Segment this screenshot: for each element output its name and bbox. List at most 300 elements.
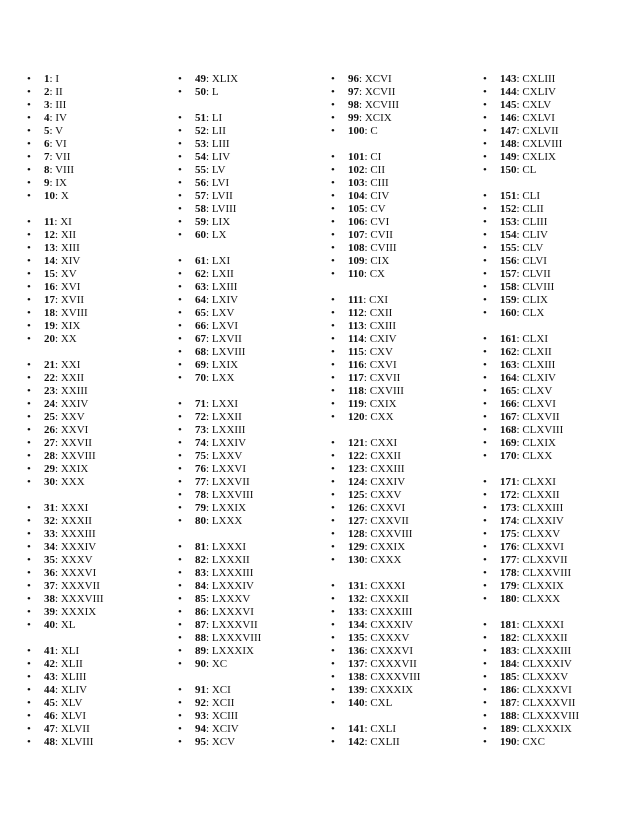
list-item: • 138: CXXXVIII — [331, 671, 420, 684]
list-item: • 125: CXXV — [331, 489, 420, 502]
roman-numeral: LXV — [211, 307, 235, 319]
arabic-number: 148 — [500, 138, 517, 150]
roman-numeral: CXXXIX — [370, 684, 414, 696]
roman-numeral: CLVII — [522, 268, 551, 280]
arabic-number: 139 — [348, 684, 365, 696]
arabic-number: 167 — [500, 411, 517, 423]
list-item: • 144: CXLIV — [483, 86, 579, 99]
list-item: • 66: LXVI — [178, 320, 261, 333]
roman-numeral: CXXIX — [370, 541, 406, 553]
roman-numeral: CLXXX — [522, 593, 561, 605]
arabic-number: 60 — [195, 229, 206, 241]
arabic-number: 97 — [348, 86, 359, 98]
arabic-number: 4 — [44, 112, 50, 124]
roman-numeral: CXXV — [370, 489, 402, 501]
roman-numeral: CXX — [370, 411, 394, 423]
list-item: • 45: XLV — [27, 697, 104, 710]
list-item: • 53: LIII — [178, 138, 261, 151]
roman-numeral: LXXXVIII — [211, 632, 262, 644]
roman-numeral: XC — [211, 658, 228, 670]
arabic-number: 164 — [500, 372, 517, 384]
list-item: • 100: C — [331, 125, 420, 138]
numeral-column-3 — [331, 73, 420, 749]
arabic-number: 101 — [348, 151, 365, 163]
list-item: • 22: XXII — [27, 372, 104, 385]
arabic-number: 81 — [195, 541, 206, 553]
roman-numeral: CXLVIII — [522, 138, 563, 150]
roman-numeral: XXXVIII — [60, 593, 104, 605]
roman-numeral: CXLIII — [522, 73, 556, 85]
roman-numeral: XVIII — [60, 307, 88, 319]
numeral-column-1 — [27, 73, 104, 749]
list-item: • 83: LXXXIII — [178, 567, 261, 580]
roman-numeral: CXC — [522, 736, 545, 748]
roman-numeral: L — [211, 86, 219, 98]
list-item: • 44: XLIV — [27, 684, 104, 697]
arabic-number: 56 — [195, 177, 206, 189]
list-item: • 167: CLXVII — [483, 411, 579, 424]
roman-numeral: XXIII — [60, 385, 88, 397]
roman-numeral: XXVII — [60, 437, 92, 449]
arabic-number: 98 — [348, 99, 359, 111]
arabic-number: 55 — [195, 164, 206, 176]
arabic-number: 177 — [500, 554, 517, 566]
list-item: • 23: XXIII — [27, 385, 104, 398]
arabic-number: 80 — [195, 515, 206, 527]
list-item: • 33: XXXIII — [27, 528, 104, 541]
roman-numeral: CLXXXVII — [522, 697, 576, 709]
roman-numeral: XCVI — [364, 73, 392, 85]
roman-numeral: III — [55, 99, 67, 111]
list-item: • 84: LXXXIV — [178, 580, 261, 593]
roman-numeral: XXX — [60, 476, 85, 488]
roman-numeral: CXVI — [369, 359, 397, 371]
roman-numeral: CLXI — [522, 333, 548, 345]
list-item: • 20: XX — [27, 333, 104, 346]
roman-numeral: CLXVII — [522, 411, 560, 423]
arabic-number: 126 — [348, 502, 365, 514]
arabic-number: 29 — [44, 463, 55, 475]
arabic-number: 20 — [44, 333, 55, 345]
roman-numeral: CXIV — [369, 333, 397, 345]
arabic-number: 57 — [195, 190, 206, 202]
list-item: • 36: XXXVI — [27, 567, 104, 580]
roman-numeral: CXLII — [370, 736, 400, 748]
list-item: • 170: CLXX — [483, 450, 579, 463]
roman-numeral: LXX — [211, 372, 235, 384]
list-item: • 110: CX — [331, 268, 420, 281]
roman-numeral: CXV — [369, 346, 393, 358]
arabic-number: 15 — [44, 268, 55, 280]
list-item: • 32: XXXII — [27, 515, 104, 528]
roman-numeral: XV — [60, 268, 77, 280]
arabic-number: 161 — [500, 333, 517, 345]
roman-numeral: XCIV — [211, 723, 239, 735]
arabic-number: 153 — [500, 216, 517, 228]
roman-numeral: CXXVI — [370, 502, 406, 514]
roman-numeral: XXVIII — [60, 450, 96, 462]
list-item: • 124: CXXIV — [331, 476, 420, 489]
arabic-number: 41 — [44, 645, 55, 657]
arabic-number: 78 — [195, 489, 206, 501]
list-item: • 77: LXXVII — [178, 476, 261, 489]
arabic-number: 77 — [195, 476, 206, 488]
roman-numeral: LXXIX — [211, 502, 247, 514]
list-item: • 140: CXL — [331, 697, 420, 710]
arabic-number: 58 — [195, 203, 206, 215]
roman-numeral: CXXXII — [370, 593, 409, 605]
list-item: • 37: XXXVII — [27, 580, 104, 593]
roman-numeral: CXVIII — [369, 385, 404, 397]
roman-numeral: II — [55, 86, 63, 98]
roman-numeral: XLVIII — [60, 736, 94, 748]
list-item: • 139: CXXXIX — [331, 684, 420, 697]
roman-numeral: XLII — [60, 658, 83, 670]
roman-numeral: CXII — [369, 307, 393, 319]
roman-numeral: CVIII — [370, 242, 397, 254]
arabic-number: 14 — [44, 255, 55, 267]
arabic-number: 100 — [348, 125, 365, 137]
arabic-number: 36 — [44, 567, 55, 579]
roman-numeral: CXXII — [370, 450, 401, 462]
arabic-number: 121 — [348, 437, 365, 449]
roman-numeral: CLVIII — [522, 281, 555, 293]
roman-numeral: CLXIII — [522, 359, 556, 371]
arabic-number: 13 — [44, 242, 55, 254]
arabic-number: 71 — [195, 398, 206, 410]
list-item: • 183: CLXXXIII — [483, 645, 579, 658]
arabic-number: 9 — [44, 177, 50, 189]
roman-numeral: XXXIII — [60, 528, 96, 540]
list-item: • 92: XCII — [178, 697, 261, 710]
arabic-number: 162 — [500, 346, 517, 358]
arabic-number: 142 — [348, 736, 365, 748]
roman-numeral: CIII — [370, 177, 389, 189]
arabic-number: 70 — [195, 372, 206, 384]
arabic-number: 179 — [500, 580, 517, 592]
roman-numeral: VI — [55, 138, 67, 150]
list-item: • 99: XCIX — [331, 112, 420, 125]
list-item: • 86: LXXXVI — [178, 606, 261, 619]
roman-numeral: CXXXVI — [370, 645, 414, 657]
arabic-number: 103 — [348, 177, 365, 189]
arabic-number: 159 — [500, 294, 517, 306]
roman-numeral: LXXXV — [211, 593, 251, 605]
roman-numeral: LXXII — [211, 411, 242, 423]
arabic-number: 30 — [44, 476, 55, 488]
list-item: • 1: I — [27, 73, 104, 86]
arabic-number: 174 — [500, 515, 517, 527]
list-item: • 119: CXIX — [331, 398, 420, 411]
roman-numeral: LX — [211, 229, 227, 241]
list-item: • 106: CVI — [331, 216, 420, 229]
arabic-number: 138 — [348, 671, 365, 683]
roman-numeral: CXXIII — [370, 463, 405, 475]
arabic-number: 51 — [195, 112, 206, 124]
arabic-number: 76 — [195, 463, 206, 475]
roman-numeral: LXXI — [211, 398, 239, 410]
arabic-number: 54 — [195, 151, 206, 163]
arabic-number: 7 — [44, 151, 50, 163]
list-item: • 40: XL — [27, 619, 104, 632]
arabic-number: 111 — [348, 294, 364, 306]
roman-numeral: XXIV — [60, 398, 89, 410]
roman-numeral: CXXI — [370, 437, 398, 449]
roman-numeral: XXIX — [60, 463, 89, 475]
arabic-number: 8 — [44, 164, 50, 176]
roman-numeral: CLXXII — [522, 489, 560, 501]
arabic-number: 24 — [44, 398, 55, 410]
list-item: • 95: XCV — [178, 736, 261, 749]
arabic-number: 53 — [195, 138, 206, 150]
roman-numeral: LXXVI — [211, 463, 247, 475]
roman-numeral: XIII — [60, 242, 80, 254]
list-item: • 59: LIX — [178, 216, 261, 229]
roman-numeral: CXLVI — [522, 112, 555, 124]
roman-numeral: LXXV — [211, 450, 243, 462]
roman-numeral: CXXVIII — [370, 528, 413, 540]
list-item: • 184: CLXXXIV — [483, 658, 579, 671]
roman-numeral: CLIV — [522, 229, 548, 241]
list-item: • 54: LIV — [178, 151, 261, 164]
list-item: • 187: CLXXXVII — [483, 697, 579, 710]
roman-numeral: CLXII — [522, 346, 552, 358]
roman-numeral: XII — [60, 229, 77, 241]
roman-numeral: XXII — [60, 372, 85, 384]
arabic-number: 117 — [348, 372, 364, 384]
roman-numeral: XCIII — [211, 710, 239, 722]
list-item: • 169: CLXIX — [483, 437, 579, 450]
roman-numeral: CXXIV — [370, 476, 406, 488]
arabic-number: 99 — [348, 112, 359, 124]
list-item: • 103: CIII — [331, 177, 420, 190]
arabic-number: 157 — [500, 268, 517, 280]
roman-numeral: LXIII — [211, 281, 238, 293]
list-item: • 163: CLXIII — [483, 359, 579, 372]
roman-numeral: CLXXXIX — [522, 723, 572, 735]
list-item: • 130: CXXX — [331, 554, 420, 567]
list-item: • 159: CLIX — [483, 294, 579, 307]
roman-numeral: XXXV — [60, 554, 93, 566]
list-item: • 172: CLXXII — [483, 489, 579, 502]
list-item: • 147: CXLVII — [483, 125, 579, 138]
roman-numeral: CVI — [370, 216, 390, 228]
list-item: • 135: CXXXV — [331, 632, 420, 645]
arabic-number: 42 — [44, 658, 55, 670]
list-item: • 85: LXXXV — [178, 593, 261, 606]
list-item: • 30: XXX — [27, 476, 104, 489]
roman-numeral: LXXIV — [211, 437, 247, 449]
arabic-number: 23 — [44, 385, 55, 397]
arabic-number: 123 — [348, 463, 365, 475]
list-item: • 153: CLIII — [483, 216, 579, 229]
list-item: • 55: LV — [178, 164, 261, 177]
arabic-number: 35 — [44, 554, 55, 566]
arabic-number: 19 — [44, 320, 55, 332]
roman-numeral: CLV — [522, 242, 544, 254]
list-item: • 14: XIV — [27, 255, 104, 268]
roman-numeral: CXXXI — [370, 580, 406, 592]
list-item: • 175: CLXXV — [483, 528, 579, 541]
list-item: • 27: XXVII — [27, 437, 104, 450]
arabic-number: 18 — [44, 307, 55, 319]
arabic-number: 135 — [348, 632, 365, 644]
list-item: • 38: XXXVIII — [27, 593, 104, 606]
list-item: • 3: III — [27, 99, 104, 112]
roman-numeral: XXXVII — [60, 580, 100, 592]
arabic-number: 22 — [44, 372, 55, 384]
list-item: • 51: LI — [178, 112, 261, 125]
arabic-number: 47 — [44, 723, 55, 735]
roman-numeral: CLII — [522, 203, 544, 215]
list-item: • 2: II — [27, 86, 104, 99]
arabic-number: 89 — [195, 645, 206, 657]
arabic-number: 3 — [44, 99, 50, 111]
roman-numeral: CL — [522, 164, 537, 176]
arabic-number: 134 — [348, 619, 365, 631]
list-item: • 166: CLXVI — [483, 398, 579, 411]
roman-numeral: CXIII — [369, 320, 396, 332]
list-item: • 13: XIII — [27, 242, 104, 255]
roman-numeral: CLXVIII — [522, 424, 564, 436]
list-item: • 174: CLXXIV — [483, 515, 579, 528]
list-item: • 121: CXXI — [331, 437, 420, 450]
roman-numeral: XVII — [60, 294, 85, 306]
roman-numeral: XXXI — [60, 502, 89, 514]
roman-numeral: LVI — [211, 177, 230, 189]
list-item: • 113: CXIII — [331, 320, 420, 333]
arabic-number: 40 — [44, 619, 55, 631]
list-item: • 4: IV — [27, 112, 104, 125]
list-item: • 177: CLXXVII — [483, 554, 579, 567]
arabic-number: 155 — [500, 242, 517, 254]
roman-numeral: CXXXVIII — [370, 671, 421, 683]
list-item: • 74: LXXIV — [178, 437, 261, 450]
arabic-number: 109 — [348, 255, 365, 267]
roman-numeral: XLIX — [211, 73, 239, 85]
roman-numeral: CLXXI — [522, 476, 556, 488]
arabic-number: 128 — [348, 528, 365, 540]
list-item: • 186: CLXXXVI — [483, 684, 579, 697]
list-item: • 182: CLXXXII — [483, 632, 579, 645]
list-item: • 168: CLXVIII — [483, 424, 579, 437]
arabic-number: 187 — [500, 697, 517, 709]
arabic-number: 119 — [348, 398, 364, 410]
list-item: • 151: CLI — [483, 190, 579, 203]
arabic-number: 74 — [195, 437, 206, 449]
list-item: • 58: LVIII — [178, 203, 261, 216]
arabic-number: 39 — [44, 606, 55, 618]
list-item: • 41: XLI — [27, 645, 104, 658]
arabic-number: 160 — [500, 307, 517, 319]
roman-numeral: CI — [370, 151, 382, 163]
list-item: • 178: CLXXVIII — [483, 567, 579, 580]
roman-numeral: CXXXVII — [370, 658, 417, 670]
list-item: • 150: CL — [483, 164, 579, 177]
arabic-number: 147 — [500, 125, 517, 137]
list-item: • 136: CXXXVI — [331, 645, 420, 658]
roman-numeral: XLIV — [60, 684, 88, 696]
list-item: • 91: XCI — [178, 684, 261, 697]
list-item: • 162: CLXII — [483, 346, 579, 359]
roman-numeral: V — [55, 125, 64, 137]
list-item: • 133: CXXXIII — [331, 606, 420, 619]
roman-numeral: LXXXIII — [211, 567, 254, 579]
roman-numeral: CLXXVII — [522, 554, 568, 566]
roman-numeral: CLIII — [522, 216, 548, 228]
arabic-number: 75 — [195, 450, 206, 462]
arabic-number: 169 — [500, 437, 517, 449]
list-item: • 17: XVII — [27, 294, 104, 307]
list-item: • 72: LXXII — [178, 411, 261, 424]
roman-numeral: CII — [370, 164, 385, 176]
roman-numeral: CLXXXI — [522, 619, 564, 631]
roman-numeral: CXLIX — [522, 151, 556, 163]
arabic-number: 168 — [500, 424, 517, 436]
roman-numeral: LXVI — [211, 320, 239, 332]
arabic-number: 48 — [44, 736, 55, 748]
roman-numeral: LIV — [211, 151, 231, 163]
arabic-number: 11 — [44, 216, 55, 228]
numeral-column-2 — [178, 73, 261, 749]
arabic-number: 104 — [348, 190, 365, 202]
arabic-number: 189 — [500, 723, 517, 735]
roman-numeral: LV — [211, 164, 226, 176]
roman-numeral: XX — [60, 333, 77, 345]
arabic-number: 120 — [348, 411, 365, 423]
list-item: • 149: CXLIX — [483, 151, 579, 164]
roman-numeral: XCVII — [364, 86, 396, 98]
roman-numeral: CLXIV — [522, 372, 556, 384]
list-item: • 39: XXXIX — [27, 606, 104, 619]
roman-numeral: XCVIII — [364, 99, 400, 111]
roman-numeral: CXLIV — [522, 86, 556, 98]
roman-numeral: CIX — [370, 255, 390, 267]
list-item: • 11: XI — [27, 216, 104, 229]
roman-numeral: X — [60, 190, 69, 202]
list-item: • 68: LXVIII — [178, 346, 261, 359]
list-item: • 28: XXVIII — [27, 450, 104, 463]
list-item: • 101: CI — [331, 151, 420, 164]
arabic-number: 5 — [44, 125, 50, 137]
list-item: • 15: XV — [27, 268, 104, 281]
arabic-number: 107 — [348, 229, 365, 241]
list-item: • 116: CXVI — [331, 359, 420, 372]
list-item: • 57: LVII — [178, 190, 261, 203]
arabic-number: 154 — [500, 229, 517, 241]
roman-numeral: LXXXVI — [211, 606, 254, 618]
list-item: • 7: VII — [27, 151, 104, 164]
arabic-number: 26 — [44, 424, 55, 436]
list-item: • 12: XII — [27, 229, 104, 242]
list-item: • 160: CLX — [483, 307, 579, 320]
arabic-number: 25 — [44, 411, 55, 423]
roman-numeral: CLXXVIII — [522, 567, 572, 579]
arabic-number: 82 — [195, 554, 206, 566]
arabic-number: 112 — [348, 307, 364, 319]
roman-numeral: CXXVII — [370, 515, 409, 527]
list-item: • 120: CXX — [331, 411, 420, 424]
roman-numeral: XLVI — [60, 710, 87, 722]
roman-numeral: LXXXII — [211, 554, 250, 566]
roman-numeral: LXVIII — [211, 346, 246, 358]
list-item: • 115: CXV — [331, 346, 420, 359]
list-item: • 76: LXXVI — [178, 463, 261, 476]
list-item: • 61: LXI — [178, 255, 261, 268]
list-item: • 46: XLVI — [27, 710, 104, 723]
list-item: • 112: CXII — [331, 307, 420, 320]
roman-numeral: XI — [60, 216, 72, 228]
